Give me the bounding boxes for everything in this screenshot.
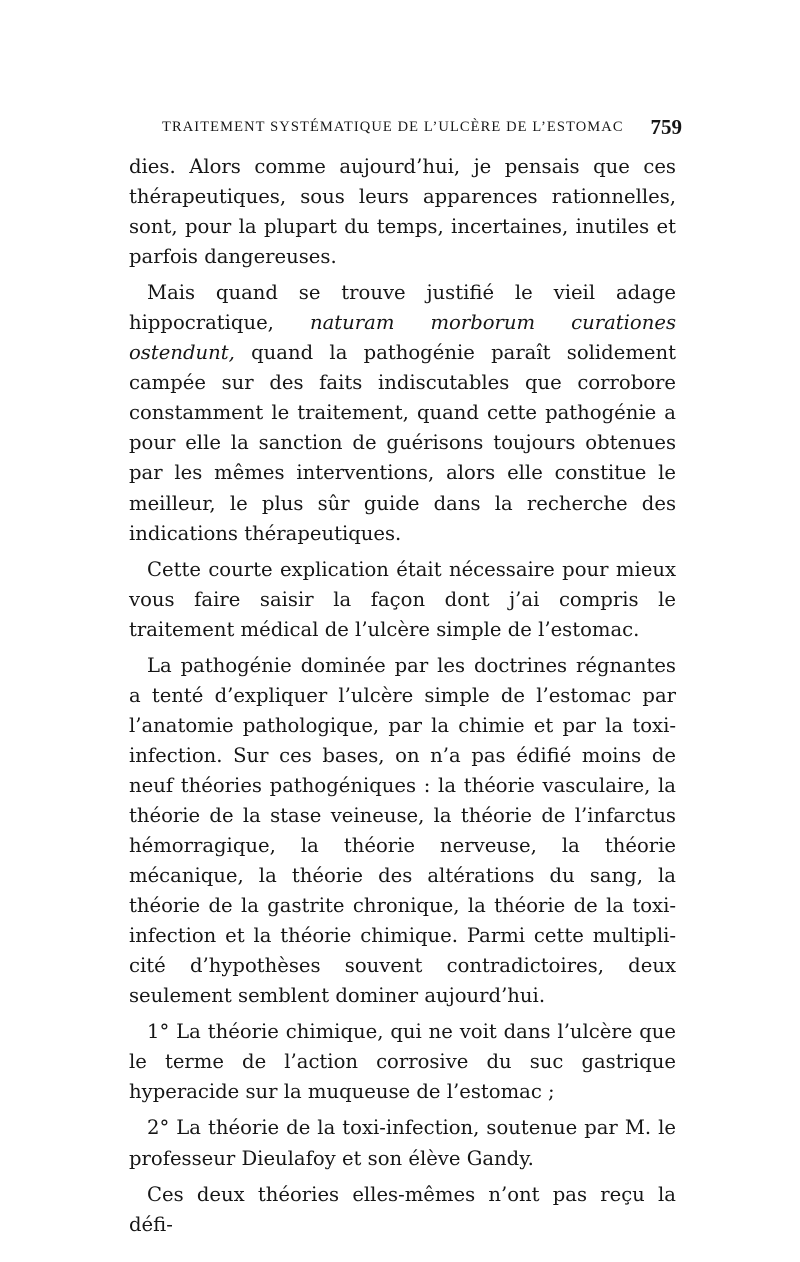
paragraph-6: 2° La théorie de la toxi-infection, soutenue par M. le professeur Dieulafoy et son élève Gandy. <box>129 1116 676 1170</box>
paragraph-2-start: Mais quand se trouve justifié le vieil adage hippocratique, <box>129 281 676 335</box>
paragraph-2 <box>129 278 676 548</box>
latin-quote: naturam morborum curationes ostendunt, <box>129 311 677 365</box>
paragraph-7: Ces deux théories elles-mêmes n’ont pas reçu la défi- <box>129 1182 676 1236</box>
paragraph-3: Cette courte explication était nécessaire pour mieux vous faire saisir la façon dont j’ai compris le traitement médical de l’ulcère simple de l’estomac. <box>129 557 676 641</box>
page-number: 759 <box>650 114 682 139</box>
paragraph-1: dies. Alors comme aujourd’hui, je pensais que ces thérapeutiques, sous leurs apparences rationnelles, sont, pour la plupart du temps, incertaines, inutiles et parfois dangereuses. <box>129 155 676 269</box>
running-title: TRAITEMENT SYSTÉMATIQUE DE L’ULCÈRE DE L’ESTOMAC <box>162 118 624 135</box>
paragraph-2-rest: quand la pathogénie paraît solidement campée sur des faits indiscutables que corrobore constamment le traitement, quand cette pathogénie a pour elle la sanction de guérisons toujours obtenues par les mêmes interventions, alors elle constitue le meilleur, le plus sûr guide dans la recherche des indications thérapeutiques. <box>129 341 676 545</box>
body-text <box>129 152 676 1246</box>
running-head <box>162 112 682 142</box>
paragraph-5: 1° La théorie chimique, qui ne voit dans l’ulcère que le terme de l’action corrosive du suc gastrique hyperacide sur la muqueuse de l’estomac ; <box>129 1020 676 1104</box>
paragraph-4: La pathogénie dominée par les doctrines régnantes a tenté d’expliquer l’ulcère simple de l’estomac par l’anatomie pathologique, par la chimie et par la toxi-infection. Sur ces bases, on n’a pas édifié moins de neuf théories pathogéniques : la théorie vasculaire, la théorie de la stase veineuse, la théorie de l’infarctus hémorragique, la théorie nerveuse, la théorie mécanique, la théorie des altérations du sang, la théorie de la gastrite chronique, la théorie de la toxi-infection et la théorie chimique. Parmi cette multiplicité d’hypothèses souvent contradictoires, deux seulement semblent dominer aujourd’hui. <box>129 653 676 1008</box>
